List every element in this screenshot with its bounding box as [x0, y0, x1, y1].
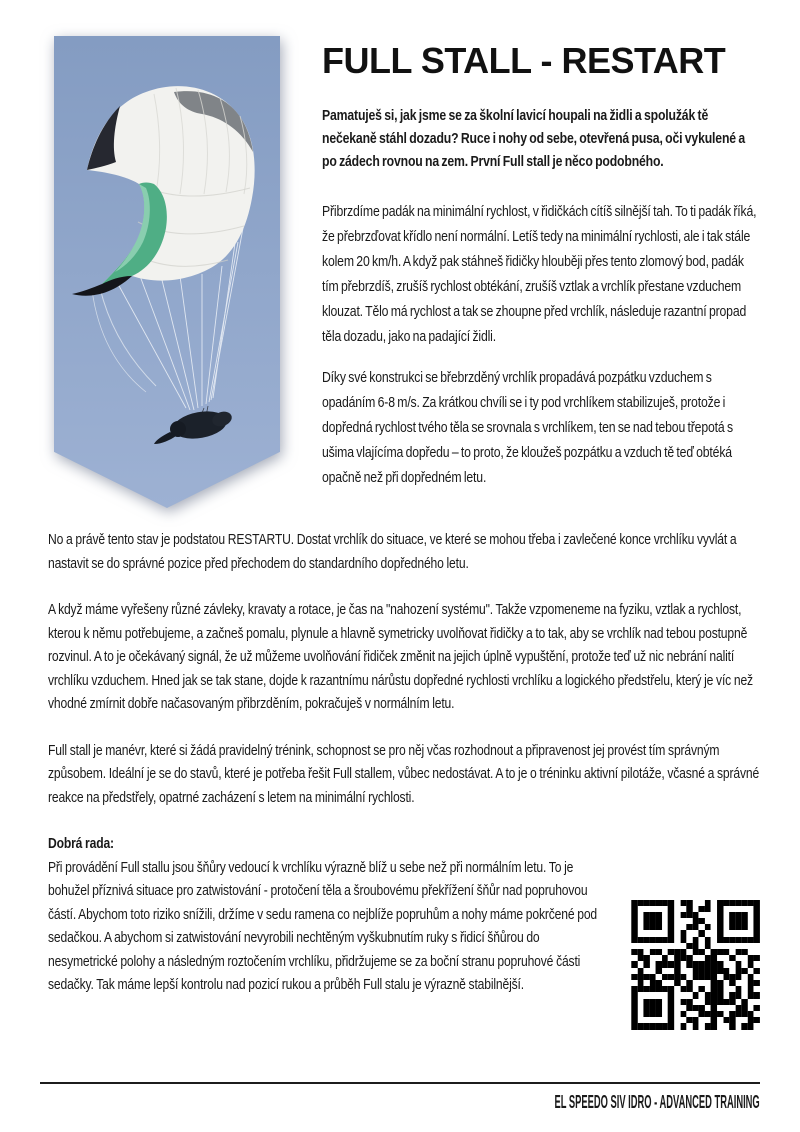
full-paragraph-3: Full stall je manévr, které si žádá pravidelný trénink, schopnost se pro něj včas rozhodnout a připravenost jej provést tím správným způsobem. Ideální je se do stavů, které je potřeba řešit Full stallem, vůbec nedostávat. A to je o tréninku aktivní pilotáže, včasné a správné reakce na předstřely, opatrné zacházení s letem na minimální rychlosti.: [48, 741, 760, 806]
full-paragraph-2: A když máme vyřešeny různé závleky, kravaty a rotace, je čas na "nahození systému". Takže vzpomeneme na fyziku, vztlak a rychlost, kterou k němu potřebujeme, a začneš pomalu, plynule a hlavně symetricky uvolňovat řidičky a to tak, aby se vrchlík nad tebou postupně rozvinul. A to je očekávaný signál, že už můžeme uvolňování řidiček změnit na jejich úplně vypuštění, protože teď už nic nebrání nalití vrchlíku vzduchem. Hned jak se tak stane, dojde k razantnímu nárůstu dopředné rychlosti vrchlíku a logického předstřelu, který je víc než vhodné zmírnit dobře načasovaným přibrzděním, pokračuješ v normálním letu.: [48, 601, 753, 712]
right-column: [322, 36, 760, 508]
footer-label: EL SPEEDO SIV IDRO - ADVANCED TRAINING: [554, 1092, 760, 1112]
column-paragraph-1: Přibrzdíme padák na minimální rychlost, v řidičkách cítíš silnější tah. To ti padák říká, že přebrzďovat křídlo není normální. Letíš tedy na minimální rychlosti, ale i tak stále kolem 20 km/h. A když pak stáhneš řidičky hlouběji přes tento zlomový bod, padák tím přebrzdíš, zrušíš rychlost obtékání, zrušíš vztlak a vrchlík přestane vzduchem klouzat. Tělo má rychlost a tak se zhoupne před vrchlík, následuje razantní propad těla dozadu, jako na padající židli.: [322, 203, 757, 345]
photo-banner: [54, 36, 280, 508]
qr-code: [631, 900, 760, 1030]
full-paragraph-1: No a právě tento stav je podstatou RESTARTU. Dostat vrchlík do situace, ve které se mohou třeba i zavlečené konce vrchlíku vyvlát a nastavit se do správné pozice před přechodem do standardního dopředného letu.: [48, 531, 737, 572]
column-paragraph-2: Díky své konstrukci se břebrzděný vrchlík propadává pozpátku vzduchem s opadáním 6-8 m/s. Za krátkou chvíli se i ty pod vrchlíkem stabilizuješ, protože i dopředná rychlost tvého těla se srovnala s vrchlíkem, ten se nad tebou třepotá s ušima vlajícíma dopředu – to proto, že kloužeš pozpátku a vzduch tě teď obtéká opačně než při dopředném letu.: [322, 369, 733, 486]
paraglider-photo: [54, 36, 280, 508]
full-width-section: [0, 508, 800, 997]
advice-paragraph: Při provádění Full stallu jsou šňůry vedoucí k vrchlíku výrazně blíž u sebe než při normálním letu. To je bohužel příznivá situace pro zatwistování - protočení těla a šroubovému překřížení šňůr nad popruhovou částí. Abychom toto riziko snížili, držíme v sedu ramena co nejblíže popruhům a nohy máme pokrčené pod sedačkou. A abychom si zatwistování nevyrobili nechtěným vyškubnutím ruky s řidicí šňůrou do nesymetrické polohy a následným roztočením vrchlíku, přidržujeme se za boční stranu popruhové části sedačky. Tak máme lepší kontrolu nad pozicí rukou a průběh Full stalu je výrazně stabilnější.: [48, 858, 598, 993]
top-section: [0, 0, 800, 508]
footer-divider: [40, 1082, 760, 1084]
intro-paragraph: Pamatuješ si, jak jsme se za školní lavicí houpali na židli a spolužák tě nečekaně stáhl dozadu? Ruce i nohy od sebe, otevřená pusa, oči vykulené a po zádech rovnou na zem. První Full stall je něco podobného.: [322, 107, 746, 170]
page-title: FULL STALL - RESTART: [322, 40, 726, 81]
advice-section: [48, 832, 760, 997]
footer: [40, 1082, 760, 1113]
advice-heading: Dobrá rada:: [48, 835, 114, 852]
